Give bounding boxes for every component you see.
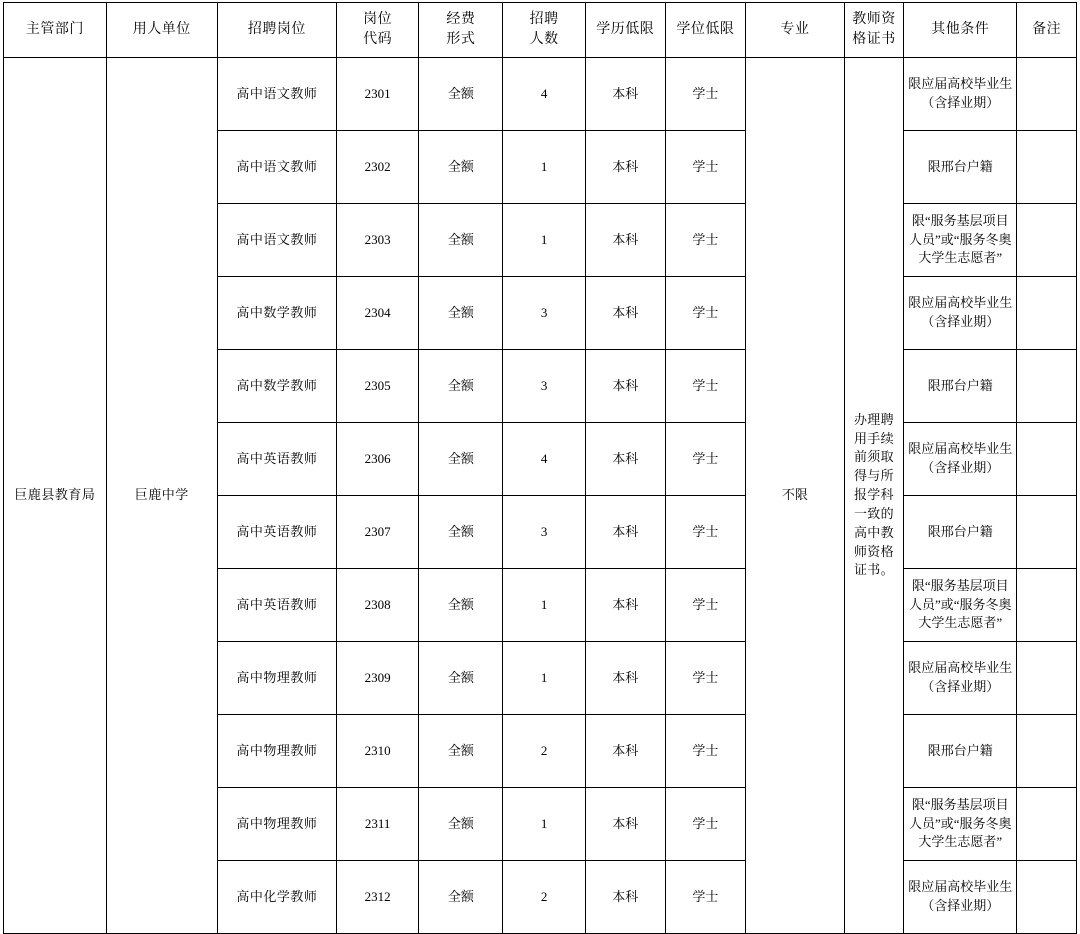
cell-funding-type: 全额 <box>419 861 503 934</box>
cell-funding-type: 全额 <box>419 642 503 715</box>
cell-position-code: 2308 <box>336 569 418 642</box>
cell-position-code: 2306 <box>336 423 418 496</box>
cell-other-requirements: 限“服务基层项目人员”或“服务冬奥大学生志愿者” <box>904 204 1017 277</box>
cell-minimum-degree: 学士 <box>665 861 745 934</box>
column-header-teacher-certificate <box>844 3 904 58</box>
cell-position: 高中数学教师 <box>217 350 336 423</box>
cell-position-code: 2310 <box>336 715 418 788</box>
column-header-minimum-degree <box>665 3 745 58</box>
cell-funding-type: 全额 <box>419 496 503 569</box>
header-line-1: 岗位 <box>363 11 393 27</box>
cell-position-code: 2312 <box>336 861 418 934</box>
cell-minimum-education: 本科 <box>585 204 665 277</box>
cell-position-code: 2304 <box>336 277 418 350</box>
header-line-2: 形式 <box>446 32 476 47</box>
cell-other-requirements: 限邢台户籍 <box>904 350 1017 423</box>
cell-position-code: 2302 <box>336 131 418 204</box>
cell-other-requirements: 限邢台户籍 <box>904 496 1017 569</box>
header-line-1: 备注 <box>1032 21 1062 37</box>
cell-remark <box>1017 277 1077 350</box>
cell-teacher-certificate: 办理聘用手续前须取得与所报学科一致的高中教师资格证书。 <box>844 58 904 934</box>
cell-headcount: 1 <box>503 788 585 861</box>
cell-headcount: 4 <box>503 423 585 496</box>
cell-supervising-department: 巨鹿县教育局 <box>4 58 107 934</box>
column-header-remark <box>1017 3 1077 58</box>
cell-minimum-education: 本科 <box>585 569 665 642</box>
cell-headcount: 2 <box>503 715 585 788</box>
cell-position-code: 2301 <box>336 58 418 131</box>
cell-headcount: 2 <box>503 861 585 934</box>
cell-minimum-education: 本科 <box>585 350 665 423</box>
cell-minimum-degree: 学士 <box>665 788 745 861</box>
cell-other-requirements: 限应届高校毕业生（含择业期） <box>904 277 1017 350</box>
cell-headcount: 4 <box>503 58 585 131</box>
cell-minimum-education: 本科 <box>585 788 665 861</box>
cell-headcount: 1 <box>503 204 585 277</box>
cell-other-requirements: 限“服务基层项目人员”或“服务冬奥大学生志愿者” <box>904 569 1017 642</box>
cell-minimum-degree: 学士 <box>665 569 745 642</box>
cell-funding-type: 全额 <box>419 423 503 496</box>
header-line-1: 经费 <box>446 11 476 27</box>
header-line-2: 人数 <box>529 32 559 47</box>
cell-employer-unit: 巨鹿中学 <box>106 58 217 934</box>
cell-position: 高中英语教师 <box>217 496 336 569</box>
cell-remark <box>1017 204 1077 277</box>
cell-minimum-degree: 学士 <box>665 58 745 131</box>
table-header-row <box>4 3 1077 58</box>
cell-funding-type: 全额 <box>419 277 503 350</box>
column-header-employer-unit <box>106 3 217 58</box>
cell-minimum-education: 本科 <box>585 642 665 715</box>
cell-position: 高中物理教师 <box>217 788 336 861</box>
header-line-1: 学历低限 <box>596 21 655 37</box>
cell-minimum-degree: 学士 <box>665 131 745 204</box>
cell-position: 高中语文教师 <box>217 58 336 131</box>
cell-position-code: 2309 <box>336 642 418 715</box>
cell-funding-type: 全额 <box>419 569 503 642</box>
cell-minimum-degree: 学士 <box>665 715 745 788</box>
cell-funding-type: 全额 <box>419 58 503 131</box>
cell-position: 高中化学教师 <box>217 861 336 934</box>
cell-position: 高中英语教师 <box>217 423 336 496</box>
header-line-1: 用人单位 <box>132 21 191 37</box>
cell-minimum-degree: 学士 <box>665 277 745 350</box>
column-header-supervising-department <box>4 3 107 58</box>
cell-minimum-education: 本科 <box>585 131 665 204</box>
cell-position: 高中语文教师 <box>217 204 336 277</box>
header-line-2: 代码 <box>363 32 393 47</box>
cell-position-code: 2305 <box>336 350 418 423</box>
cell-remark <box>1017 496 1077 569</box>
cell-remark <box>1017 58 1077 131</box>
table-row <box>4 58 1077 131</box>
cell-remark <box>1017 861 1077 934</box>
header-line-1: 招聘 <box>529 11 559 27</box>
cell-headcount: 1 <box>503 569 585 642</box>
cell-other-requirements: 限邢台户籍 <box>904 131 1017 204</box>
cell-other-requirements: 限“服务基层项目人员”或“服务冬奥大学生志愿者” <box>904 788 1017 861</box>
header-line-1: 专业 <box>780 21 810 37</box>
cell-minimum-degree: 学士 <box>665 423 745 496</box>
cell-funding-type: 全额 <box>419 715 503 788</box>
cell-minimum-education: 本科 <box>585 277 665 350</box>
cell-position: 高中物理教师 <box>217 642 336 715</box>
cell-other-requirements: 限应届高校毕业生（含择业期） <box>904 861 1017 934</box>
cell-other-requirements: 限应届高校毕业生（含择业期） <box>904 58 1017 131</box>
cell-headcount: 1 <box>503 642 585 715</box>
cell-funding-type: 全额 <box>419 131 503 204</box>
cell-headcount: 1 <box>503 131 585 204</box>
cell-headcount: 3 <box>503 277 585 350</box>
cell-position: 高中英语教师 <box>217 569 336 642</box>
cell-position-code: 2303 <box>336 204 418 277</box>
cell-funding-type: 全额 <box>419 350 503 423</box>
cell-remark <box>1017 788 1077 861</box>
column-header-other-requirements <box>904 3 1017 58</box>
cell-position-code: 2311 <box>336 788 418 861</box>
header-line-2: 格证书 <box>852 32 896 47</box>
cell-minimum-degree: 学士 <box>665 496 745 569</box>
column-header-headcount <box>503 3 585 58</box>
cell-remark <box>1017 715 1077 788</box>
column-header-minimum-education <box>585 3 665 58</box>
cell-minimum-education: 本科 <box>585 715 665 788</box>
header-line-1: 招聘岗位 <box>247 21 306 37</box>
cell-major: 不限 <box>746 58 845 934</box>
recruitment-table <box>3 2 1077 934</box>
header-line-1: 其他条件 <box>931 21 990 37</box>
table-body <box>4 58 1077 934</box>
cell-minimum-education: 本科 <box>585 58 665 131</box>
cell-position: 高中物理教师 <box>217 715 336 788</box>
column-header-position-code <box>336 3 418 58</box>
cell-minimum-degree: 学士 <box>665 350 745 423</box>
cell-minimum-education: 本科 <box>585 861 665 934</box>
header-line-1: 学位低限 <box>676 21 735 37</box>
cell-other-requirements: 限应届高校毕业生（含择业期） <box>904 423 1017 496</box>
header-line-1: 主管部门 <box>25 21 84 37</box>
cell-remark <box>1017 131 1077 204</box>
cell-minimum-degree: 学士 <box>665 204 745 277</box>
cell-funding-type: 全额 <box>419 204 503 277</box>
cell-remark <box>1017 642 1077 715</box>
cell-minimum-education: 本科 <box>585 423 665 496</box>
cell-position: 高中语文教师 <box>217 131 336 204</box>
cell-position-code: 2307 <box>336 496 418 569</box>
cell-headcount: 3 <box>503 350 585 423</box>
cell-minimum-degree: 学士 <box>665 642 745 715</box>
column-header-position <box>217 3 336 58</box>
cell-remark <box>1017 350 1077 423</box>
cell-minimum-education: 本科 <box>585 496 665 569</box>
cell-remark <box>1017 569 1077 642</box>
cell-position: 高中数学教师 <box>217 277 336 350</box>
cell-remark <box>1017 423 1077 496</box>
cell-other-requirements: 限应届高校毕业生（含择业期） <box>904 642 1017 715</box>
column-header-funding-type <box>419 3 503 58</box>
cell-other-requirements: 限邢台户籍 <box>904 715 1017 788</box>
cell-headcount: 3 <box>503 496 585 569</box>
header-line-1: 教师资 <box>852 11 896 27</box>
column-header-major <box>746 3 845 58</box>
cell-funding-type: 全额 <box>419 788 503 861</box>
